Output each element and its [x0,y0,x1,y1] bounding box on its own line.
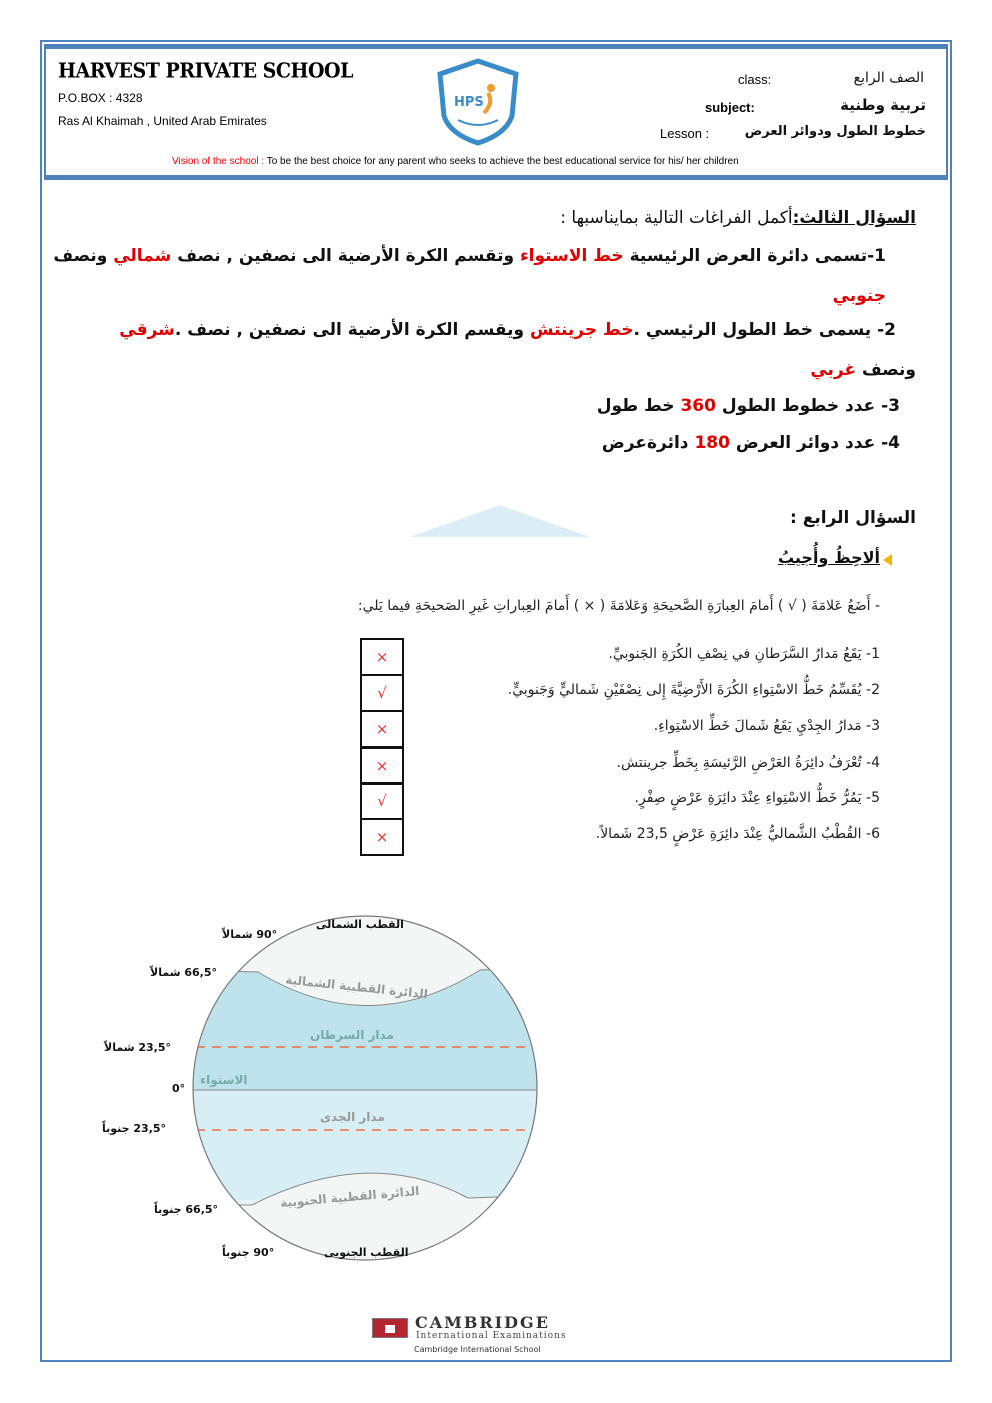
svg-text:HPS: HPS [454,95,484,110]
globe-diagram [180,905,560,1275]
label-south-pole: القطب الجنوبى [324,1246,409,1259]
statement-1: 1- يَقَعُ مَدارُ السَّرَطانِ في نِصْفِ الكُرَةِ الجَنوبيِّ. [608,646,880,662]
statement-6: 6- القُطْبُ الشَّماليُّ عِنْدَ دائِرَةِ عَرْضٍ 23,5 شَمالاً. [595,826,880,842]
answer-box-5[interactable]: √ [360,782,404,820]
label-23n: 23,5° شمالاً [104,1041,171,1054]
label-capricorn: مدار الجدى [320,1110,385,1124]
q3-title: السؤال الثالث:أكمل الفراغات التالية بمايناسبها : [560,208,916,228]
q3-item-3: 3- عدد خطوط الطول 360 خط طول [596,396,900,416]
answer-box-2[interactable]: √ [360,674,404,712]
lesson-value: خطوط الطول ودوائر العرض [744,124,926,139]
statement-3: 3- مَدارُ الجِدْيِ يَقَعُ شَمالَ خَطِّ الاسْتِواءِ. [653,718,880,734]
label-23s: 23,5° جنوباً [102,1122,167,1135]
class-value: الصف الرابع [853,70,924,86]
cambridge-sub: International Examinations [416,1331,567,1341]
label-66s: 66,5° جنوباً [154,1203,219,1216]
cambridge-brand: CAMBRIDGE [415,1313,550,1332]
q3-item-1: 1-تسمى دائرة العرض الرئيسية خط الاستواء وتقسم الكرة الأرضية الى نصفين , نصف شمالي ونصف [53,246,886,266]
q3-item-4: 4- عدد دوائر العرض 180 دائرةعرض [601,433,900,453]
vision: Vision of the school : To be the best choice for any parent who seeks to achieve the best educational service for his/ her children [172,156,739,167]
cambridge-school: Cambridge International School [414,1345,541,1354]
q3-item-2-cont: ونصف غربي [810,360,916,380]
subject-value: تربية وطنية [840,96,926,114]
q4-subtitle: ألاحِظُ وأُجيبُ [777,548,880,567]
label-antarctic: الدائرة القطبية الجنوبية [279,1183,420,1211]
label-arctic: الدائرة القطبية الشمالية [284,972,429,1002]
q3-item-2: 2- يسمى خط الطول الرئيسي .خط جرينتش ويقسم الكرة الأرضية الى نصفين , نصف .شرقي [119,320,896,340]
lesson-label: Lesson : [660,126,710,141]
label-66n: 66,5° شمالاً [150,966,217,979]
label-90n: 90° شمالاً [222,928,278,941]
q4-title: السؤال الرابع : [790,508,916,528]
school-logo [436,58,520,146]
statement-5: 5- يَمُرُّ خَطُّ الاسْتِواءِ عِنْدَ دائِرَةِ عَرْضٍ صِفْرٍ. [634,790,880,806]
label-north-pole: القطب الشمالى [316,918,404,931]
label-equator: الاستواء [200,1073,248,1087]
class-label: class: [738,72,772,87]
q3-item-1-answer: جنوبي [832,286,886,306]
statement-2: 2- يُقَسِّمُ خَطُّ الاسْتِواءِ الكُرَةَ الأَرْضِيَّةَ إِلى نِصْفَيْنِ شَماليٍّ وَجَنوبيٍّ. [507,682,880,698]
answer-box-4[interactable]: × [360,747,404,785]
answer-box-3[interactable]: × [360,710,404,748]
label-0: 0° [172,1082,186,1095]
cambridge-crest-icon [372,1318,408,1338]
arrow-icon [883,554,892,566]
label-cancer: مدار السرطان [310,1028,394,1042]
statement-4: 4- تُعْرَفُ دائِرَةُ العَرْضِ الرَّئيسَةِ بِخَطِّ جرينتش. [616,755,880,771]
subject-label: subject: [705,100,755,115]
q4-instruction: - أَضَعُ عَلامَةَ ( √ ) أَمامَ العِبارَةِ الصَّحيحَةِ وَعَلامَةَ ( × ) أَمامَ العِباراتِ غَيرِ الصَحيحَةِ فيما يَلي: [357,598,880,614]
address: Ras Al Khaimah , United Arab Emirates [58,114,267,128]
school-name: HARVEST PRIVATE SCHOOL [58,58,353,84]
answer-box-6[interactable]: × [360,818,404,856]
label-90s: 90° جنوباً [222,1246,275,1259]
po-box: P.O.BOX : 4328 [58,91,143,105]
background-shape [410,505,590,537]
answer-box-1[interactable]: × [360,638,404,676]
